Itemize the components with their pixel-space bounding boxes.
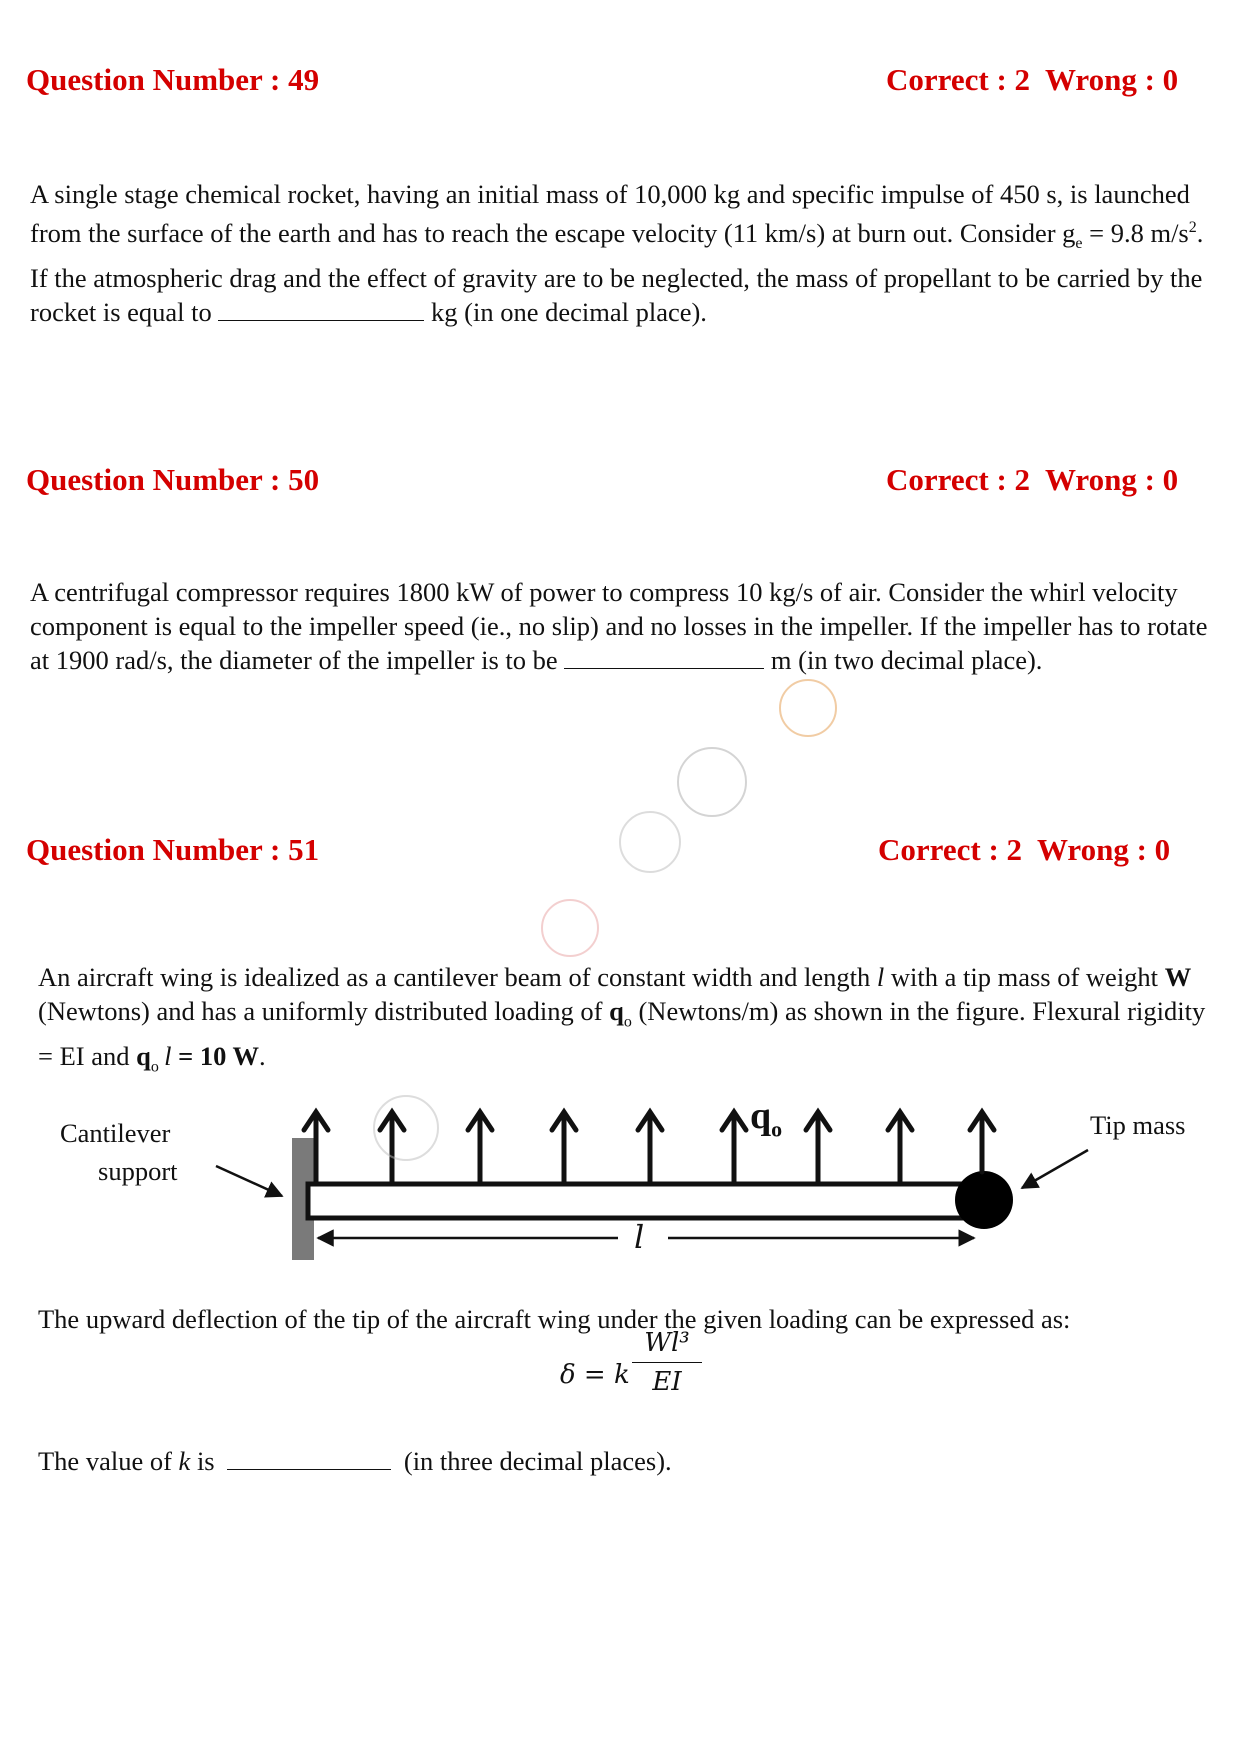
load-arrow [970,1112,994,1172]
question-49-text: A single stage chemical rocket, having an initial mass of 10,000 kg and specific impulse of 450 s, is launched from the surface of the earth and has to reach the escape velocity (11 km/s) at burn out. Consider $g_e = 9.8$ $m/s^2$. If the atmospheric drag and the effect of gravity are to be neglected, the mass of propellant to be carried by the rocket is equal to kg (in one decimal place). [30,179,1204,328]
tip-pointer-arrow [1022,1150,1088,1188]
formula-fraction [632,1328,702,1397]
question-49-heading: Question Number : 49 [26,62,320,97]
load-arrow [888,1112,912,1183]
load-arrow [722,1112,746,1183]
question-50-marks [886,462,1178,498]
load-arrow [806,1112,830,1183]
load-arrow [380,1112,404,1183]
load-arrows [304,1112,994,1183]
tip-mass-label: Tip mass [1090,1110,1186,1140]
answer-blank[interactable] [227,1468,391,1470]
marks-text: Correct : 2 Wrong : 0 [878,832,1171,867]
question-50-heading: Question Number : 50 [26,462,320,497]
marks-text: Correct : 2 Wrong : 0 [886,462,1179,497]
question-51-marks [878,832,1170,868]
load-label: $q_o$ [750,1095,783,1142]
answer-blank[interactable] [564,667,764,669]
length-label: l [634,1218,645,1256]
support-label-line1: Cantilever [60,1118,171,1148]
wall-support [292,1138,314,1260]
support-pointer-arrow [216,1166,282,1196]
question-50-text: A centrifugal compressor requires 1800 kW of power to compress 10 kg/s of air. Consider the whirl velocity component is equal to the impeller speed (ie., no slip) and no losses in the impeller. If the impeller has to rotate at 1900 rad/s, the diameter of the impeller is to be m (in two decimal place). [30,577,1208,675]
answer-line: The value of k is (in three decimal places). [38,1446,672,1476]
watermark-seals [374,680,836,1160]
tip-mass [955,1171,1013,1229]
question-51-text: An aircraft wing is idealized as a cantilever beam of constant width and length l with a tip mass of weight W (Newtons) and has a uniformly distributed loading of $q_o$ (Newtons/m) as shown in the figure. Flexural rigidity = EI and $q_o$ l = 10 W. [38,962,1206,1076]
question-49-marks [886,62,1178,98]
beam [308,1184,980,1218]
formula-denominator: EI [652,1367,682,1397]
load-arrow [468,1112,492,1183]
answer-blank[interactable] [218,319,424,321]
formula-numerator: Wl³ [632,1328,702,1363]
support-label-line2: support [98,1156,178,1186]
load-arrow [638,1112,662,1183]
deflection-intro: The upward deflection of the tip of the aircraft wing under the given loading can be expressed as: [38,1304,1071,1334]
load-arrow [552,1112,576,1183]
question-51-heading: Question Number : 51 [26,832,320,867]
marks-text: Correct : 2 Wrong : 0 [886,62,1179,97]
formula-lhs: δ = k [560,1360,630,1390]
load-arrow [304,1112,328,1183]
